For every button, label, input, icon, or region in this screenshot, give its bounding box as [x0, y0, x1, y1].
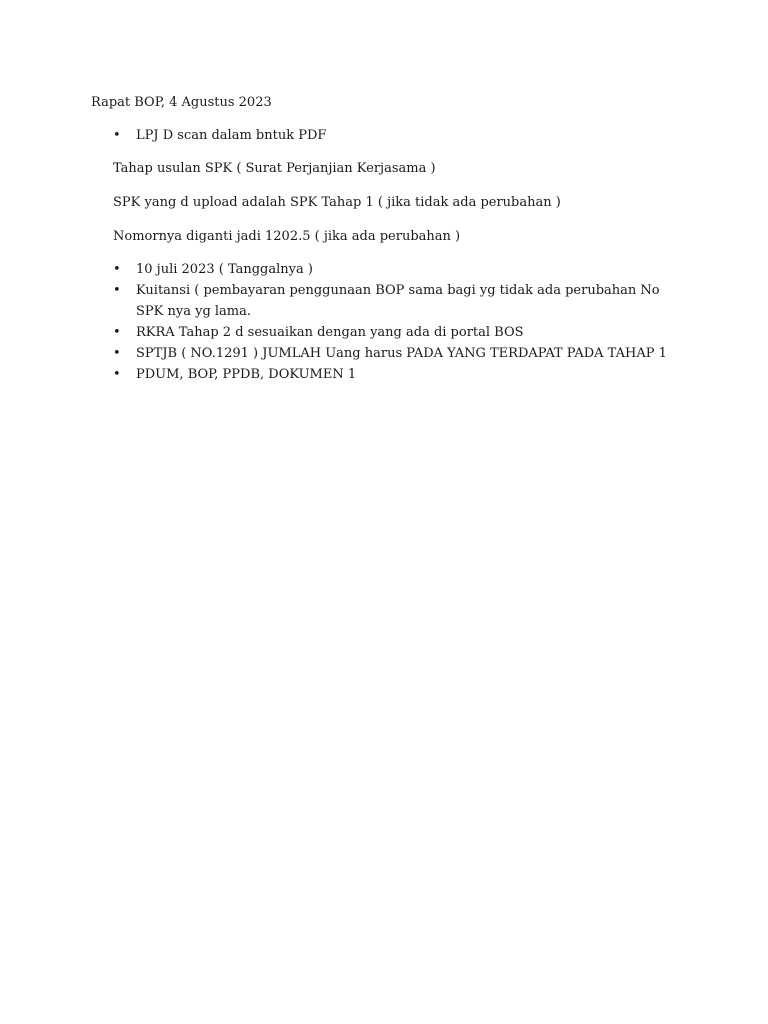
list-item-text: PDUM, BOP, PPDB, DOKUMEN 1 [136, 367, 357, 382]
bullet-icon: • [113, 325, 121, 340]
list-item [91, 259, 681, 280]
list-item [91, 322, 681, 343]
document-title: Rapat BOP, 4 Agustus 2023 [91, 95, 272, 110]
bullet-list-bottom [91, 259, 681, 385]
list-item [91, 280, 681, 322]
paragraph-tahap-usulan: Tahap usulan SPK ( Surat Perjanjian Kerjasama ) [113, 161, 436, 176]
list-item-text: RKRA Tahap 2 d sesuaikan dengan yang ada di portal BOS [136, 325, 524, 340]
bullet-icon: • [113, 346, 121, 361]
list-item-text: 10 juli 2023 ( Tanggalnya ) [136, 262, 313, 277]
bullet-icon: • [113, 283, 121, 298]
bullet-icon: • [113, 262, 121, 277]
bullet-icon: • [113, 367, 121, 382]
list-item [91, 125, 681, 146]
bullet-list-top [91, 125, 681, 146]
paragraph-spk-upload: SPK yang d upload adalah SPK Tahap 1 ( jika tidak ada perubahan ) [113, 195, 561, 210]
list-item-text: SPTJB ( NO.1291 ) JUMLAH Uang harus PADA YANG TERDAPAT PADA TAHAP 1 [136, 346, 667, 361]
list-item [91, 343, 681, 364]
document-body [91, 92, 681, 385]
list-item-text: Kuitansi ( pembayaran penggunaan BOP sama bagi yg tidak ada perubahan No SPK nya yg lama. [136, 283, 660, 319]
list-item [91, 364, 681, 385]
list-item-text: LPJ D scan dalam bntuk PDF [136, 128, 327, 143]
bullet-icon: • [113, 128, 121, 143]
paragraph-nomor: Nomornya diganti jadi 1202.5 ( jika ada perubahan ) [113, 229, 461, 244]
